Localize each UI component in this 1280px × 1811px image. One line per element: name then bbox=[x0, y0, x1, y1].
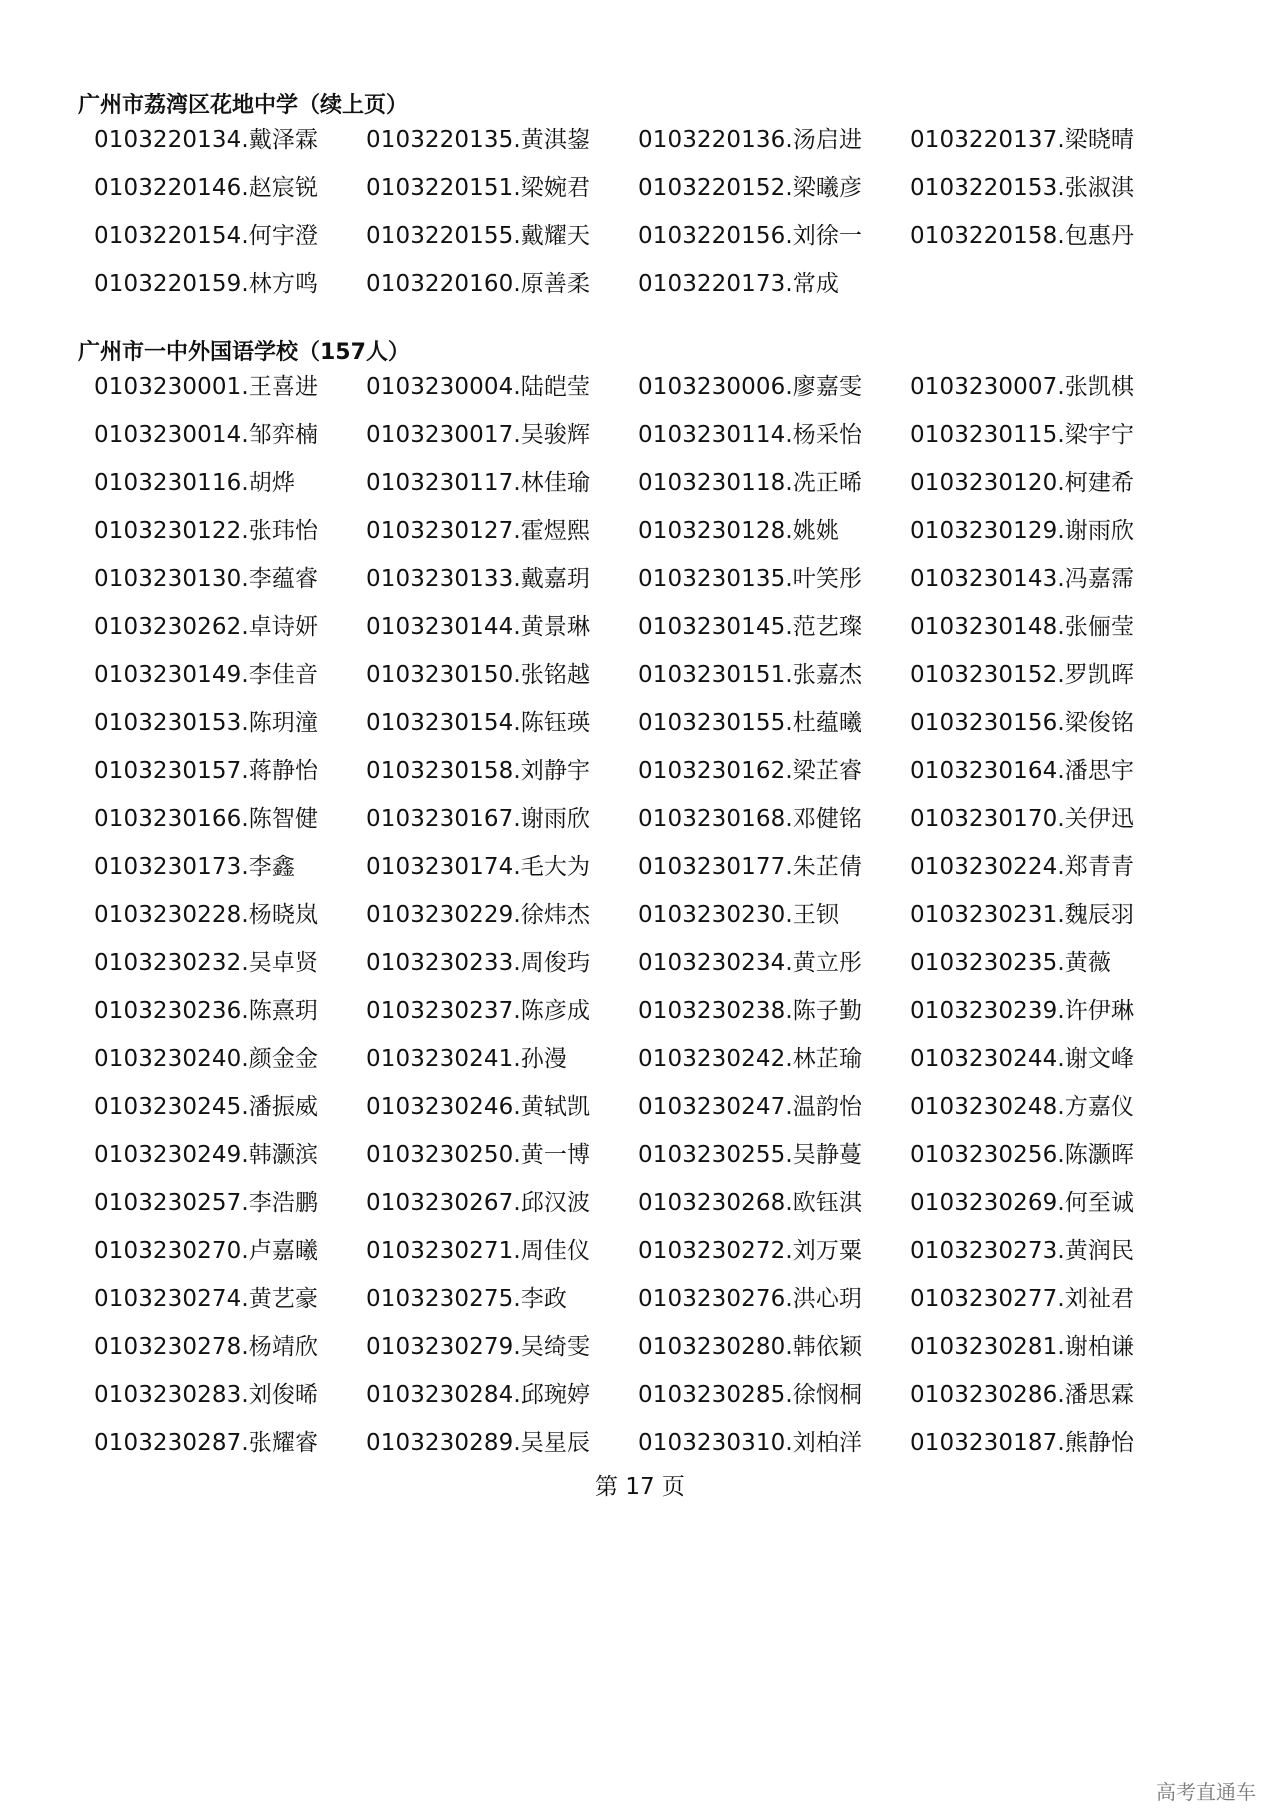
student-entry: 0103230133.戴嘉玥 bbox=[366, 566, 591, 592]
student-entry: 0103230155.杜蕴曦 bbox=[638, 710, 863, 736]
student-entry: 0103230287.张耀睿 bbox=[94, 1430, 319, 1456]
student-entry: 0103230117.林佳瑜 bbox=[366, 470, 591, 496]
student-entry: 0103230167.谢雨欣 bbox=[366, 806, 591, 832]
student-entry: 0103220152.梁曦彦 bbox=[638, 175, 863, 201]
student-entry: 0103230281.谢柏谦 bbox=[910, 1334, 1135, 1360]
student-entry: 0103230280.韩依颖 bbox=[638, 1334, 863, 1360]
student-entry: 0103220154.何宇澄 bbox=[94, 223, 319, 249]
page-number: 第 17 页 bbox=[595, 1474, 685, 1500]
student-list bbox=[94, 363, 1182, 1467]
student-entry: 0103230170.关伊迅 bbox=[910, 806, 1135, 832]
student-entry: 0103230144.黄景琳 bbox=[366, 614, 591, 640]
student-entry: 0103230237.陈彦成 bbox=[366, 998, 591, 1024]
student-entry: 0103220155.戴耀天 bbox=[366, 223, 591, 249]
student-entry: 0103230122.张玮怡 bbox=[94, 518, 319, 544]
student-entry: 0103230272.刘万粟 bbox=[638, 1238, 863, 1264]
student-entry: 0103230120.柯建希 bbox=[910, 470, 1135, 496]
student-entry: 0103230269.何至诚 bbox=[910, 1190, 1135, 1216]
student-entry: 0103230274.黄艺豪 bbox=[94, 1286, 319, 1312]
student-entry: 0103230152.罗凯晖 bbox=[910, 662, 1135, 688]
student-entry: 0103230135.叶笑彤 bbox=[638, 566, 863, 592]
student-entry: 0103230143.冯嘉霈 bbox=[910, 566, 1135, 592]
student-entry: 0103230114.杨采怡 bbox=[638, 422, 863, 448]
student-entry: 0103230270.卢嘉曦 bbox=[94, 1238, 319, 1264]
student-entry: 0103230244.谢文峰 bbox=[910, 1046, 1135, 1072]
student-entry: 0103230174.毛大为 bbox=[366, 854, 591, 880]
student-entry: 0103230250.黄一博 bbox=[366, 1142, 591, 1168]
student-entry: 0103230156.梁俊铭 bbox=[910, 710, 1135, 736]
section-title: 广州市一中外国语学校（157人） bbox=[78, 340, 410, 365]
student-entry: 0103230241.孙漫 bbox=[366, 1046, 567, 1072]
student-entry: 0103230249.韩灏滨 bbox=[94, 1142, 319, 1168]
student-entry: 0103230276.洪心玥 bbox=[638, 1286, 863, 1312]
student-entry: 0103230129.谢雨欣 bbox=[910, 518, 1135, 544]
student-entry: 0103230228.杨晓岚 bbox=[94, 902, 319, 928]
student-entry: 0103230233.周俊玙 bbox=[366, 950, 591, 976]
student-entry: 0103230247.温韵怡 bbox=[638, 1094, 863, 1120]
student-entry: 0103230234.黄立彤 bbox=[638, 950, 863, 976]
student-entry: 0103230239.许伊琳 bbox=[910, 998, 1135, 1024]
student-entry: 0103230115.梁宇宁 bbox=[910, 422, 1135, 448]
student-entry: 0103230310.刘柏洋 bbox=[638, 1430, 863, 1456]
student-entry: 0103230240.颜金金 bbox=[94, 1046, 319, 1072]
student-entry: 0103230284.邱琬婷 bbox=[366, 1382, 591, 1408]
student-entry: 0103230164.潘思宇 bbox=[910, 758, 1135, 784]
student-entry: 0103230145.范艺璨 bbox=[638, 614, 863, 640]
student-entry: 0103220158.包惠丹 bbox=[910, 223, 1135, 249]
student-entry: 0103230128.姚姚 bbox=[638, 518, 839, 544]
student-entry: 0103230267.邱汉波 bbox=[366, 1190, 591, 1216]
student-list bbox=[94, 116, 1182, 308]
student-entry: 0103230285.徐悯桐 bbox=[638, 1382, 863, 1408]
student-entry: 0103230162.梁芷睿 bbox=[638, 758, 863, 784]
student-entry: 0103230151.张嘉杰 bbox=[638, 662, 863, 688]
student-entry: 0103230006.廖嘉雯 bbox=[638, 374, 863, 400]
student-entry: 0103230157.蒋静怡 bbox=[94, 758, 319, 784]
student-entry: 0103220156.刘徐一 bbox=[638, 223, 863, 249]
student-entry: 0103230262.卓诗妍 bbox=[94, 614, 319, 640]
student-entry: 0103230242.林芷瑜 bbox=[638, 1046, 863, 1072]
student-entry: 0103230255.吴静蔓 bbox=[638, 1142, 863, 1168]
student-entry: 0103230278.杨靖欣 bbox=[94, 1334, 319, 1360]
student-entry: 0103230173.李鑫 bbox=[94, 854, 295, 880]
student-entry: 0103230014.邹弈楠 bbox=[94, 422, 319, 448]
student-entry: 0103230001.王喜进 bbox=[94, 374, 319, 400]
student-entry: 0103230248.方嘉仪 bbox=[910, 1094, 1135, 1120]
student-entry: 0103230168.邓健铭 bbox=[638, 806, 863, 832]
student-entry: 0103230231.魏辰羽 bbox=[910, 902, 1135, 928]
student-entry: 0103220153.张淑淇 bbox=[910, 175, 1135, 201]
student-entry: 0103230229.徐炜杰 bbox=[366, 902, 591, 928]
student-entry: 0103230017.吴骏辉 bbox=[366, 422, 591, 448]
student-entry: 0103230007.张凯棋 bbox=[910, 374, 1135, 400]
student-entry: 0103230275.李政 bbox=[366, 1286, 567, 1312]
student-entry: 0103230166.陈智健 bbox=[94, 806, 319, 832]
student-entry: 0103230283.刘俊晞 bbox=[94, 1382, 319, 1408]
student-entry: 0103230224.郑青青 bbox=[910, 854, 1135, 880]
section-title: 广州市荔湾区花地中学（续上页） bbox=[78, 93, 409, 118]
student-entry: 0103230257.李浩鹏 bbox=[94, 1190, 319, 1216]
student-entry: 0103230246.黄轼凯 bbox=[366, 1094, 591, 1120]
student-entry: 0103230153.陈玥潼 bbox=[94, 710, 319, 736]
student-entry: 0103230236.陈熹玥 bbox=[94, 998, 319, 1024]
student-entry: 0103220173.常成 bbox=[638, 271, 839, 297]
student-entry: 0103230150.张铭越 bbox=[366, 662, 591, 688]
student-entry: 0103220135.黄淇鋆 bbox=[366, 127, 591, 153]
student-entry: 0103220151.梁婉君 bbox=[366, 175, 591, 201]
student-entry: 0103230187.熊静怡 bbox=[910, 1430, 1135, 1456]
student-entry: 0103230268.欧钰淇 bbox=[638, 1190, 863, 1216]
student-entry: 0103230230.王钡 bbox=[638, 902, 839, 928]
student-entry: 0103230271.周佳仪 bbox=[366, 1238, 591, 1264]
student-entry: 0103220136.汤启进 bbox=[638, 127, 863, 153]
student-entry: 0103230118.冼正晞 bbox=[638, 470, 863, 496]
student-entry: 0103230279.吴绮雯 bbox=[366, 1334, 591, 1360]
student-entry: 0103230238.陈子勤 bbox=[638, 998, 863, 1024]
student-entry: 0103220146.赵宸锐 bbox=[94, 175, 319, 201]
student-entry: 0103220159.林方鸣 bbox=[94, 271, 319, 297]
student-entry: 0103230158.刘静宇 bbox=[366, 758, 591, 784]
student-entry: 0103230232.吴卓贤 bbox=[94, 950, 319, 976]
student-entry: 0103230177.朱芷倩 bbox=[638, 854, 863, 880]
student-entry: 0103230149.李佳音 bbox=[94, 662, 319, 688]
student-entry: 0103230245.潘振威 bbox=[94, 1094, 319, 1120]
student-entry: 0103220134.戴泽霖 bbox=[94, 127, 319, 153]
student-entry: 0103230154.陈钰瑛 bbox=[366, 710, 591, 736]
student-entry: 0103220160.原善柔 bbox=[366, 271, 591, 297]
student-entry: 0103230286.潘思霖 bbox=[910, 1382, 1135, 1408]
student-entry: 0103230130.李蕴睿 bbox=[94, 566, 319, 592]
student-entry: 0103230004.陆皑莹 bbox=[366, 374, 591, 400]
student-entry: 0103230127.霍煜熙 bbox=[366, 518, 591, 544]
student-entry: 0103230116.胡烨 bbox=[94, 470, 295, 496]
student-entry: 0103230273.黄润民 bbox=[910, 1238, 1135, 1264]
student-entry: 0103230235.黄薇 bbox=[910, 950, 1111, 976]
student-entry: 0103230148.张俪莹 bbox=[910, 614, 1135, 640]
student-entry: 0103230277.刘祉君 bbox=[910, 1286, 1135, 1312]
student-entry: 0103230256.陈灏晖 bbox=[910, 1142, 1135, 1168]
student-entry: 0103220137.梁晓晴 bbox=[910, 127, 1135, 153]
student-entry: 0103230289.吴星辰 bbox=[366, 1430, 591, 1456]
watermark: 高考直通车 bbox=[1156, 1780, 1256, 1804]
